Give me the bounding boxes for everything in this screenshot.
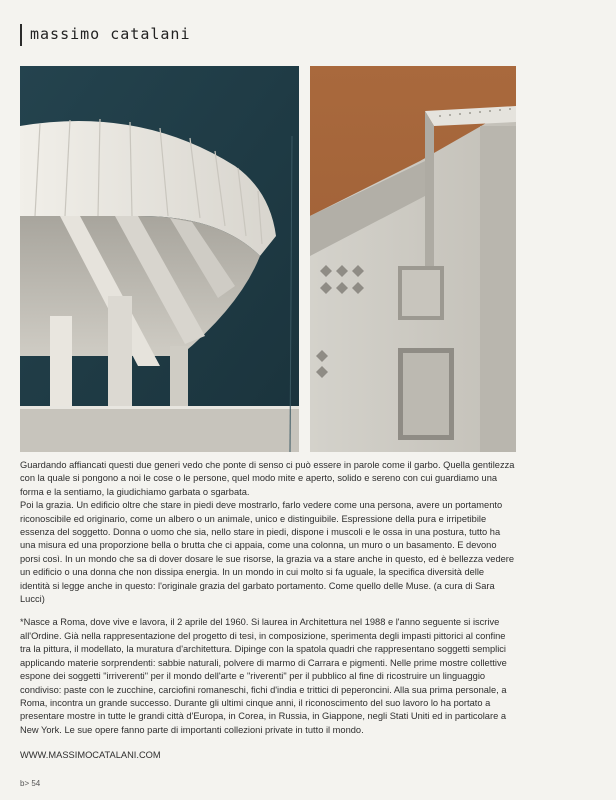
page-header-title: massimo catalani	[30, 25, 191, 43]
page-number: b> 54	[20, 779, 41, 788]
artist-biography: *Nasce a Roma, dove vive e lavora, il 2 aprile del 1960. Si laurea in Architettura nel 1988 e l'anno seguente si iscrive all'Ordine. Già nella rappresentazione del progetto di tesi, in composizione, sperimenta degli impasti pittorici al confine tra la pittura, il modellato, la muratura d'architettura. Dipinge con la spatola quadri che rappresentano soggetti semplici applicando materie sorprendenti: sabbie naturali, polvere di marmo di Carrara e pigmenti. Nelle prime mostre collettive espone dei soggetti "irriverenti" per il mondo dell'arte e "riverenti" per il pubblico al fine di ricostruire un linguaggio condiviso: paste con le zucchine, carciofini romaneschi, fichi d'india e trittici di peperoncini. Alla sua prima personale, a Roma, incontra un grande successo. Durante gli ultimi cinque anni, il riconoscimento del suo lavoro lo ha portato a presentare mostre in tutte le grandi città d'Europa, in Corea, in Russia, in Giappone, negli Stati Uniti ed in particolare a New York. Le sue opere fanno parte di importanti collezioni private in tutto il mondo.	[20, 617, 507, 735]
article-body	[20, 459, 516, 763]
article-paragraph-intro: Guardando affiancati questi due generi vedo che ponte di senso ci può essere in parole come il garbo. Quella gentilezza con la quale si pongono a noi le cose o le persone, quel modo mite e aperto, solido e sereno con cui guardiamo una forma e la sentiamo, la giudichiamo garbata o sgarbata.	[20, 460, 515, 497]
painting-stadium-canopy	[20, 66, 299, 452]
artist-website-link[interactable]: WWW.MASSIMOCATALANI.COM	[20, 750, 161, 761]
article-paragraph-grace: Poi la grazia. Un edificio oltre che stare in piedi deve mostrarlo, farlo vedere come una persona, avere un portamento riconoscibile ed originario, come un albero o un animale, unico e distinguibile. Espressione della pura e irripetibile essenza del soggetto. Donna o uomo che sia, nello stare in piedi, dispone i muscoli e le ossa in una postura, tutto ha una misura ed una proporzione bella o brutta che ci appaia, come una colonna, un muro o un basamento. E devono porsi così. In un mondo che sa di dover dosare le sue risorse, la grazia va a stare anche in questo, ed è bellezza vedere un edificio o una donna che non dissipa energia. In un mondo in cui molto si fa uguale, la specifica diversità delle identità si legge anche in questo: l'originale grazia del garbato portamento. Come quello delle Muse. (a cura di Sara Lucci)	[20, 500, 515, 605]
header-divider	[20, 24, 22, 46]
painting-building-facade	[310, 66, 516, 452]
